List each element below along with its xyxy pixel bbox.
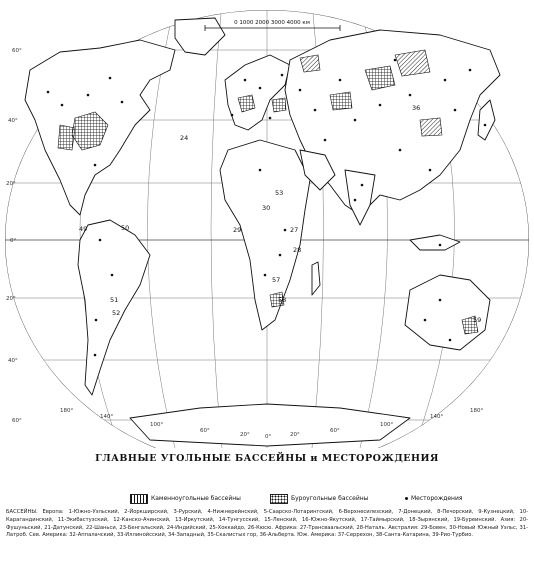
- label-52: 52: [112, 309, 121, 317]
- meridian-label: 60°: [330, 428, 340, 434]
- japan: [478, 100, 495, 140]
- scale-label: 0 1000 2000 3000 4000 км: [234, 20, 310, 26]
- meridian-label: 20°: [240, 432, 250, 438]
- africa: [220, 140, 310, 330]
- karaganda-basin: [330, 92, 352, 110]
- meridian-label: 180°: [470, 408, 484, 414]
- parallel-label: 40°: [8, 358, 18, 364]
- donets-basin: [272, 98, 286, 112]
- label-24: 24: [180, 134, 189, 142]
- parallel-label: 20°: [6, 296, 16, 302]
- meridian-label: 180°: [60, 408, 74, 414]
- indonesia: [410, 235, 460, 250]
- south-america: [78, 220, 150, 395]
- meridian-label: 0°: [265, 434, 272, 440]
- label-30: 30: [262, 204, 271, 212]
- scale-bar: [205, 20, 340, 31]
- map-title: ГЛАВНЫЕ УГОЛЬНЫЕ БАССЕЙНЫ и МЕСТОРОЖДЕНИЯ: [95, 453, 439, 464]
- filled-dot-icon: [405, 497, 408, 500]
- meridian-label: 100°: [380, 422, 394, 428]
- madagascar: [312, 262, 320, 295]
- legend-coal: [130, 492, 241, 506]
- label-50: 50: [121, 224, 130, 232]
- pechora-basin: [300, 55, 320, 72]
- label-27: 27: [290, 226, 299, 234]
- label-53: 53: [275, 189, 284, 197]
- australia: [405, 275, 490, 350]
- label-36: 36: [412, 104, 421, 112]
- label-29: 29: [233, 226, 242, 234]
- legend-deposit-label: Месторождения: [411, 495, 463, 502]
- label-59: 59: [473, 316, 482, 324]
- meridian-label: 100°: [150, 422, 164, 428]
- label-28: 28: [293, 246, 302, 254]
- continents: [25, 18, 500, 446]
- basin-notes: БАССЕЙНЫ. Европа: 1-Южно-Уэльский, 2-Йоркширский, 3-Рурский, 4-Нижнерейнский, 5-Саарско-Лотарингский, 6-Верхнесилезский, 7-Донецкий, 8-Печорский, 9-Кузнецкий, 10-Карагандинский, 11-Экибастузский, 12-Канско-Ачинский, 13-Иркутский, 14-Тунгусский, 15-Ленский, 16-Южно-Якутский, 17-Таймырский, 18-Зырянский, 19-Буреинский. Азия: 20-Фушуньский, 21-Датунский, 22-Шаньси, 23-Бенгальский, 24-Индийский, 25-Хоккайдо, 26-Кюсю. Африка: 27-Трансваальский, 28-Наталь. Австралия: 29-Бовен, 30-Новый Южный Уэльс, 31-Латроб. Сев. Америка: 32-Аппалачский, 33-Иллинойсский, 34-Западный, 35-Скалистых гор, 36-Альберта. Юж. Америка: 37-Серрехон, 38-Санта-Катарина, 39-Рио-Турбио.: [6, 509, 528, 539]
- label-51: 51: [110, 296, 119, 304]
- greenland: [175, 18, 225, 55]
- legend-coal-label: Каменноугольные бассейны: [151, 495, 241, 502]
- meridian-label: 60°: [200, 428, 210, 434]
- parallel-label: 60°: [12, 48, 22, 54]
- india: [345, 170, 375, 225]
- parallel-label: 20°: [6, 181, 16, 187]
- legend-deposit: [405, 492, 463, 506]
- parallel-label: 0°: [10, 238, 17, 244]
- dotted-square-icon: [270, 494, 288, 504]
- meridian-label: 140°: [100, 414, 114, 420]
- europe: [225, 55, 290, 130]
- meridian-label: 20°: [290, 432, 300, 438]
- parallel-label: 40°: [8, 118, 18, 124]
- label-57: 57: [272, 276, 281, 284]
- label-58: 58: [278, 296, 287, 304]
- striped-square-icon: [130, 494, 148, 504]
- legend-brown: [270, 492, 368, 506]
- legend: [130, 492, 510, 506]
- shanxi-basin: [420, 118, 442, 136]
- interior-basin: [58, 125, 75, 150]
- label-49: 49: [79, 225, 88, 233]
- legend-brown-label: Буроугольные бассейны: [291, 495, 369, 502]
- meridian-label: 140°: [430, 414, 444, 420]
- parallel-label: 60°: [12, 418, 22, 424]
